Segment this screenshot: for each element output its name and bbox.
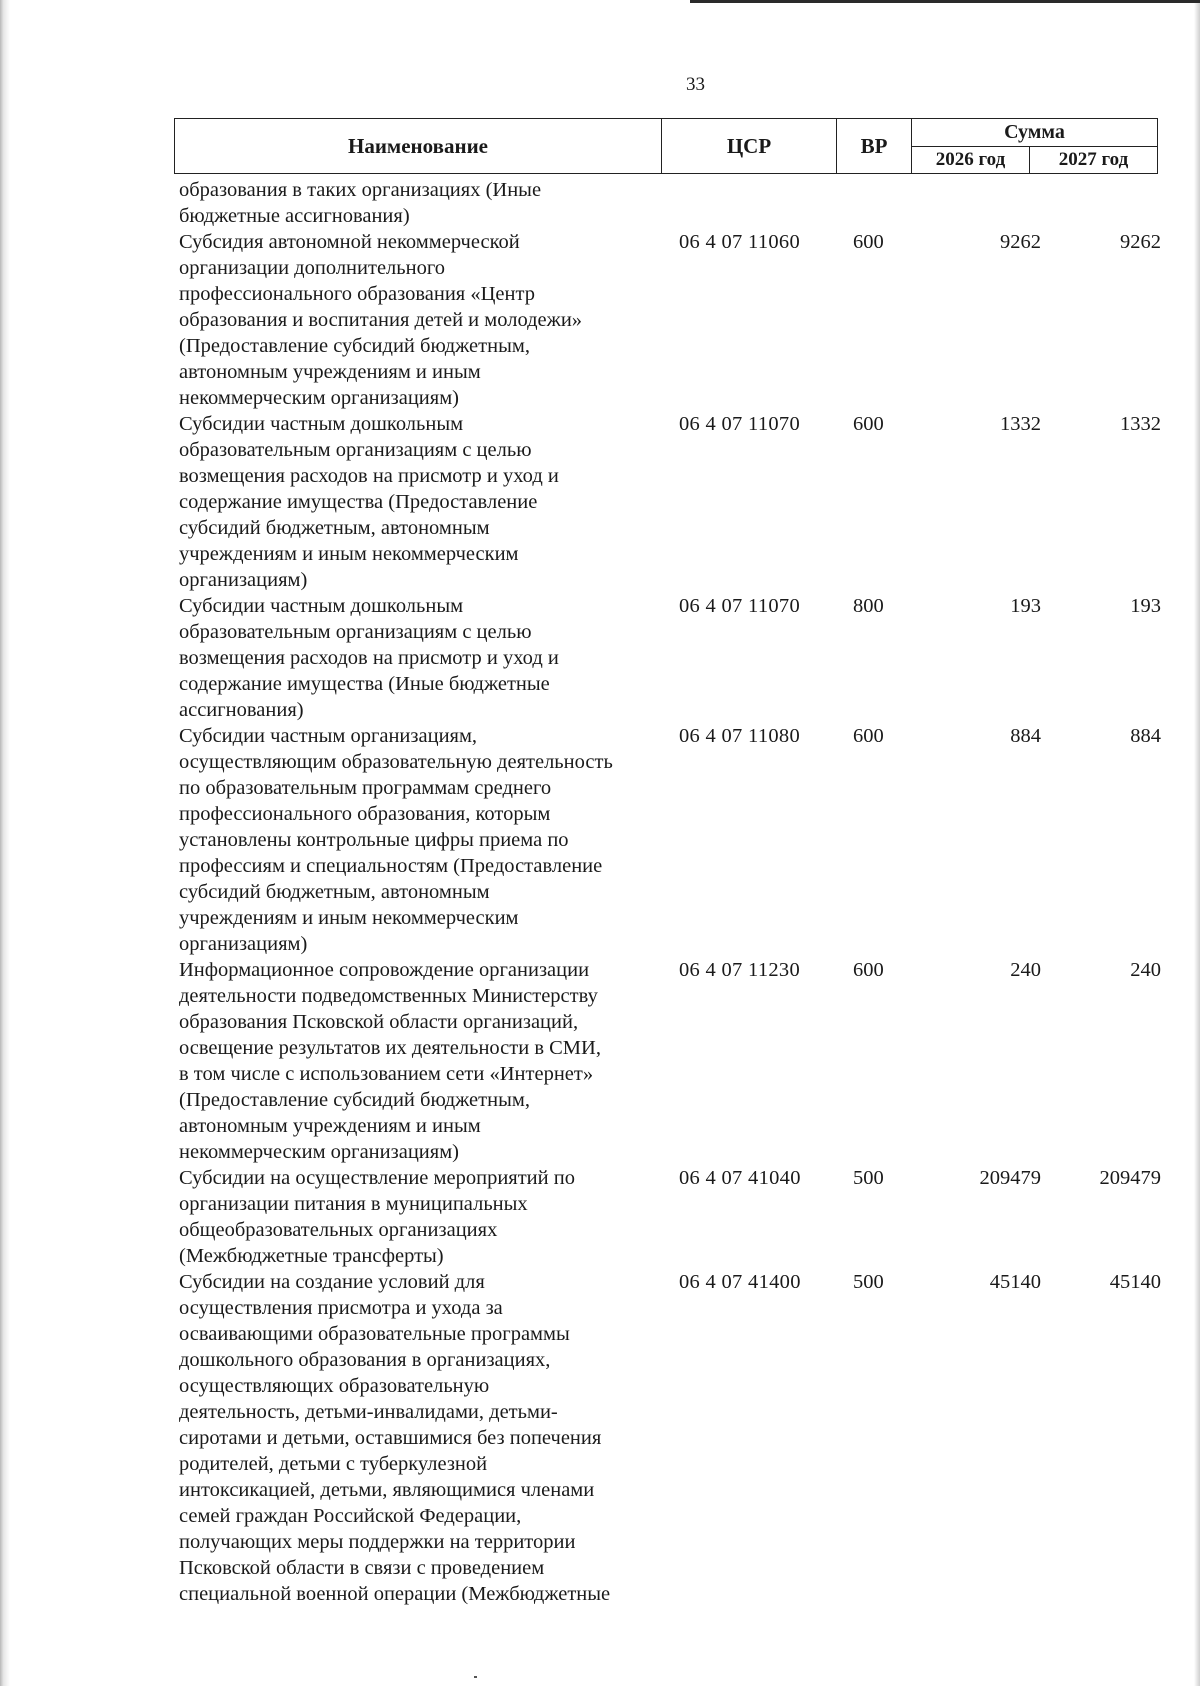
row-name (174, 411, 659, 593)
scan-dot (474, 1676, 477, 1678)
row-name-line: профессионального образования, которым (179, 803, 551, 825)
row-name-line: некоммерческим организациям) (179, 1141, 459, 1163)
row-name-line: организациям) (179, 569, 308, 591)
table-row (174, 1165, 1164, 1269)
table-body (174, 177, 1164, 1607)
row-vr: 600 (853, 413, 884, 435)
table-row (174, 723, 1164, 957)
row-amount-2026: 45140 (989, 1271, 1041, 1293)
row-name-line: профессиям и специальностям (Предоставление (179, 855, 603, 877)
table-row (174, 411, 1164, 593)
row-name (174, 1165, 659, 1269)
row-name-line: образования и воспитания детей и молодежи» (179, 309, 583, 331)
row-name-line: содержание имущества (Иные бюджетные (179, 673, 550, 695)
row-name-line: некоммерческим организациям) (179, 387, 459, 409)
row-amount-2026: 884 (1010, 725, 1041, 747)
header-year-2027: 2027 год (1030, 146, 1158, 174)
row-name-line: Информационное сопровождение организации (179, 959, 590, 981)
row-vr: 500 (853, 1167, 884, 1189)
header-vr: ВР (837, 119, 912, 174)
row-amount-2027: 209479 (1099, 1167, 1161, 1189)
row-name-line: осваивающими образовательные программы (179, 1323, 570, 1345)
table-row (174, 229, 1164, 411)
row-name-line: по образовательным программам среднего (179, 777, 552, 799)
row-name-line: (Предоставление субсидий бюджетным, (179, 335, 530, 357)
row-name-line: образования в таких организациях (Иные (179, 179, 542, 201)
header-name: Наименование (175, 119, 662, 174)
row-name-line: освещение результатов их деятельности в СМИ, (179, 1037, 601, 1059)
row-name-line: организациям) (179, 933, 308, 955)
row-name-line: Псковской области в связи с проведением (179, 1557, 545, 1579)
table-row (174, 1269, 1164, 1607)
row-csr: 06 4 07 11070 (679, 595, 801, 617)
table-header (174, 118, 1158, 174)
row-amount-2026: 1332 (1000, 413, 1041, 435)
row-name-line: деятельности подведомственных Министерству (179, 985, 598, 1007)
row-name-line: автономным учреждениям и иным (179, 361, 481, 383)
row-name-line: субсидий бюджетным, автономным (179, 517, 490, 539)
row-csr: 06 4 07 11060 (679, 231, 801, 253)
row-name (174, 177, 659, 229)
row-name-line: семей граждан Российской Федерации, (179, 1505, 522, 1527)
row-name-line: осуществления присмотра и ухода за (179, 1297, 503, 1319)
row-name-line: возмещения расходов на присмотр и уход и (179, 465, 559, 487)
row-vr: 500 (853, 1271, 884, 1293)
row-amount-2027: 1332 (1120, 413, 1161, 435)
row-name-line: организации питания в муниципальных (179, 1193, 528, 1215)
row-name-line: профессионального образования «Центр (179, 283, 535, 305)
row-name (174, 957, 659, 1165)
row-name (174, 229, 659, 411)
row-name-line: учреждениям и иным некоммерческим (179, 907, 519, 929)
row-amount-2027: 884 (1130, 725, 1161, 747)
row-csr: 06 4 07 11230 (679, 959, 801, 981)
row-name-line: Субсидии на осуществление мероприятий по (179, 1167, 575, 1189)
row-name-line: возмещения расходов на присмотр и уход и (179, 647, 559, 669)
header-csr: ЦСР (662, 119, 837, 174)
row-name-line: установлены контрольные цифры приема по (179, 829, 569, 851)
row-name (174, 723, 659, 957)
table-row (174, 177, 1164, 229)
row-name-line: ассигнования) (179, 699, 304, 721)
row-name-line: организации дополнительного (179, 257, 445, 279)
row-name-line: содержание имущества (Предоставление (179, 491, 538, 513)
table-row (174, 593, 1164, 723)
table-row (174, 957, 1164, 1165)
row-name-line: образовательным организациям с целью (179, 439, 532, 461)
header-year-2026: 2026 год (912, 146, 1030, 174)
row-name-line: Субсидия автономной некоммерческой (179, 231, 520, 253)
scan-edge-right (1194, 0, 1200, 1686)
row-csr: 06 4 07 11070 (679, 413, 801, 435)
row-amount-2027: 193 (1130, 595, 1161, 617)
row-name-line: Субсидии частным дошкольным (179, 413, 464, 435)
row-name-line: сиротами и детьми, оставшимися без попечения (179, 1427, 602, 1449)
row-name-line: родителей, детьми с туберкулезной (179, 1453, 488, 1475)
header-sum: Сумма (912, 119, 1158, 147)
row-amount-2026: 9262 (1000, 231, 1041, 253)
row-name-line: Субсидии на создание условий для (179, 1271, 485, 1293)
row-amount-2027: 45140 (1109, 1271, 1161, 1293)
row-name-line: осуществляющим образовательную деятельность (179, 751, 613, 773)
row-csr: 06 4 07 11080 (679, 725, 801, 747)
row-name-line: Субсидии частным организациям, (179, 725, 478, 747)
row-name-line: деятельность, детьми-инвалидами, детьми- (179, 1401, 558, 1423)
row-vr: 600 (853, 231, 884, 253)
scan-top-line (690, 0, 1200, 3)
row-name-line: получающих меры поддержки на территории (179, 1531, 576, 1553)
row-name-line: образования Псковской области организаций, (179, 1011, 579, 1033)
row-amount-2027: 240 (1130, 959, 1161, 981)
row-name-line: осуществляющих образовательную (179, 1375, 490, 1397)
row-name-line: дошкольного образования в организациях, (179, 1349, 551, 1371)
row-name (174, 1269, 659, 1607)
row-name-line: общеобразовательных организациях (179, 1219, 498, 1241)
row-name-line: Субсидии частным дошкольным (179, 595, 464, 617)
row-name-line: учреждениям и иным некоммерческим (179, 543, 519, 565)
row-name-line: автономным учреждениям и иным (179, 1115, 481, 1137)
row-name (174, 593, 659, 723)
row-vr: 600 (853, 959, 884, 981)
row-vr: 800 (853, 595, 884, 617)
row-amount-2026: 240 (1010, 959, 1041, 981)
row-name-line: интоксикацией, детьми, являющимися членами (179, 1479, 595, 1501)
row-amount-2027: 9262 (1120, 231, 1161, 253)
row-name-line: в том числе с использованием сети «Интернет» (179, 1063, 594, 1085)
row-name-line: (Межбюджетные трансферты) (179, 1245, 444, 1267)
row-name-line: образовательным организациям с целью (179, 621, 532, 643)
scan-edge-left (0, 0, 10, 1686)
row-amount-2026: 193 (1010, 595, 1041, 617)
page-number: 33 (686, 74, 705, 95)
row-csr: 06 4 07 41400 (679, 1271, 801, 1293)
row-name-line: субсидий бюджетным, автономным (179, 881, 490, 903)
row-csr: 06 4 07 41040 (679, 1167, 801, 1189)
row-name-line: бюджетные ассигнования) (179, 205, 410, 227)
row-name-line: специальной военной операции (Межбюджетные (179, 1583, 611, 1605)
row-name-line: (Предоставление субсидий бюджетным, (179, 1089, 530, 1111)
row-vr: 600 (853, 725, 884, 747)
row-amount-2026: 209479 (979, 1167, 1041, 1189)
